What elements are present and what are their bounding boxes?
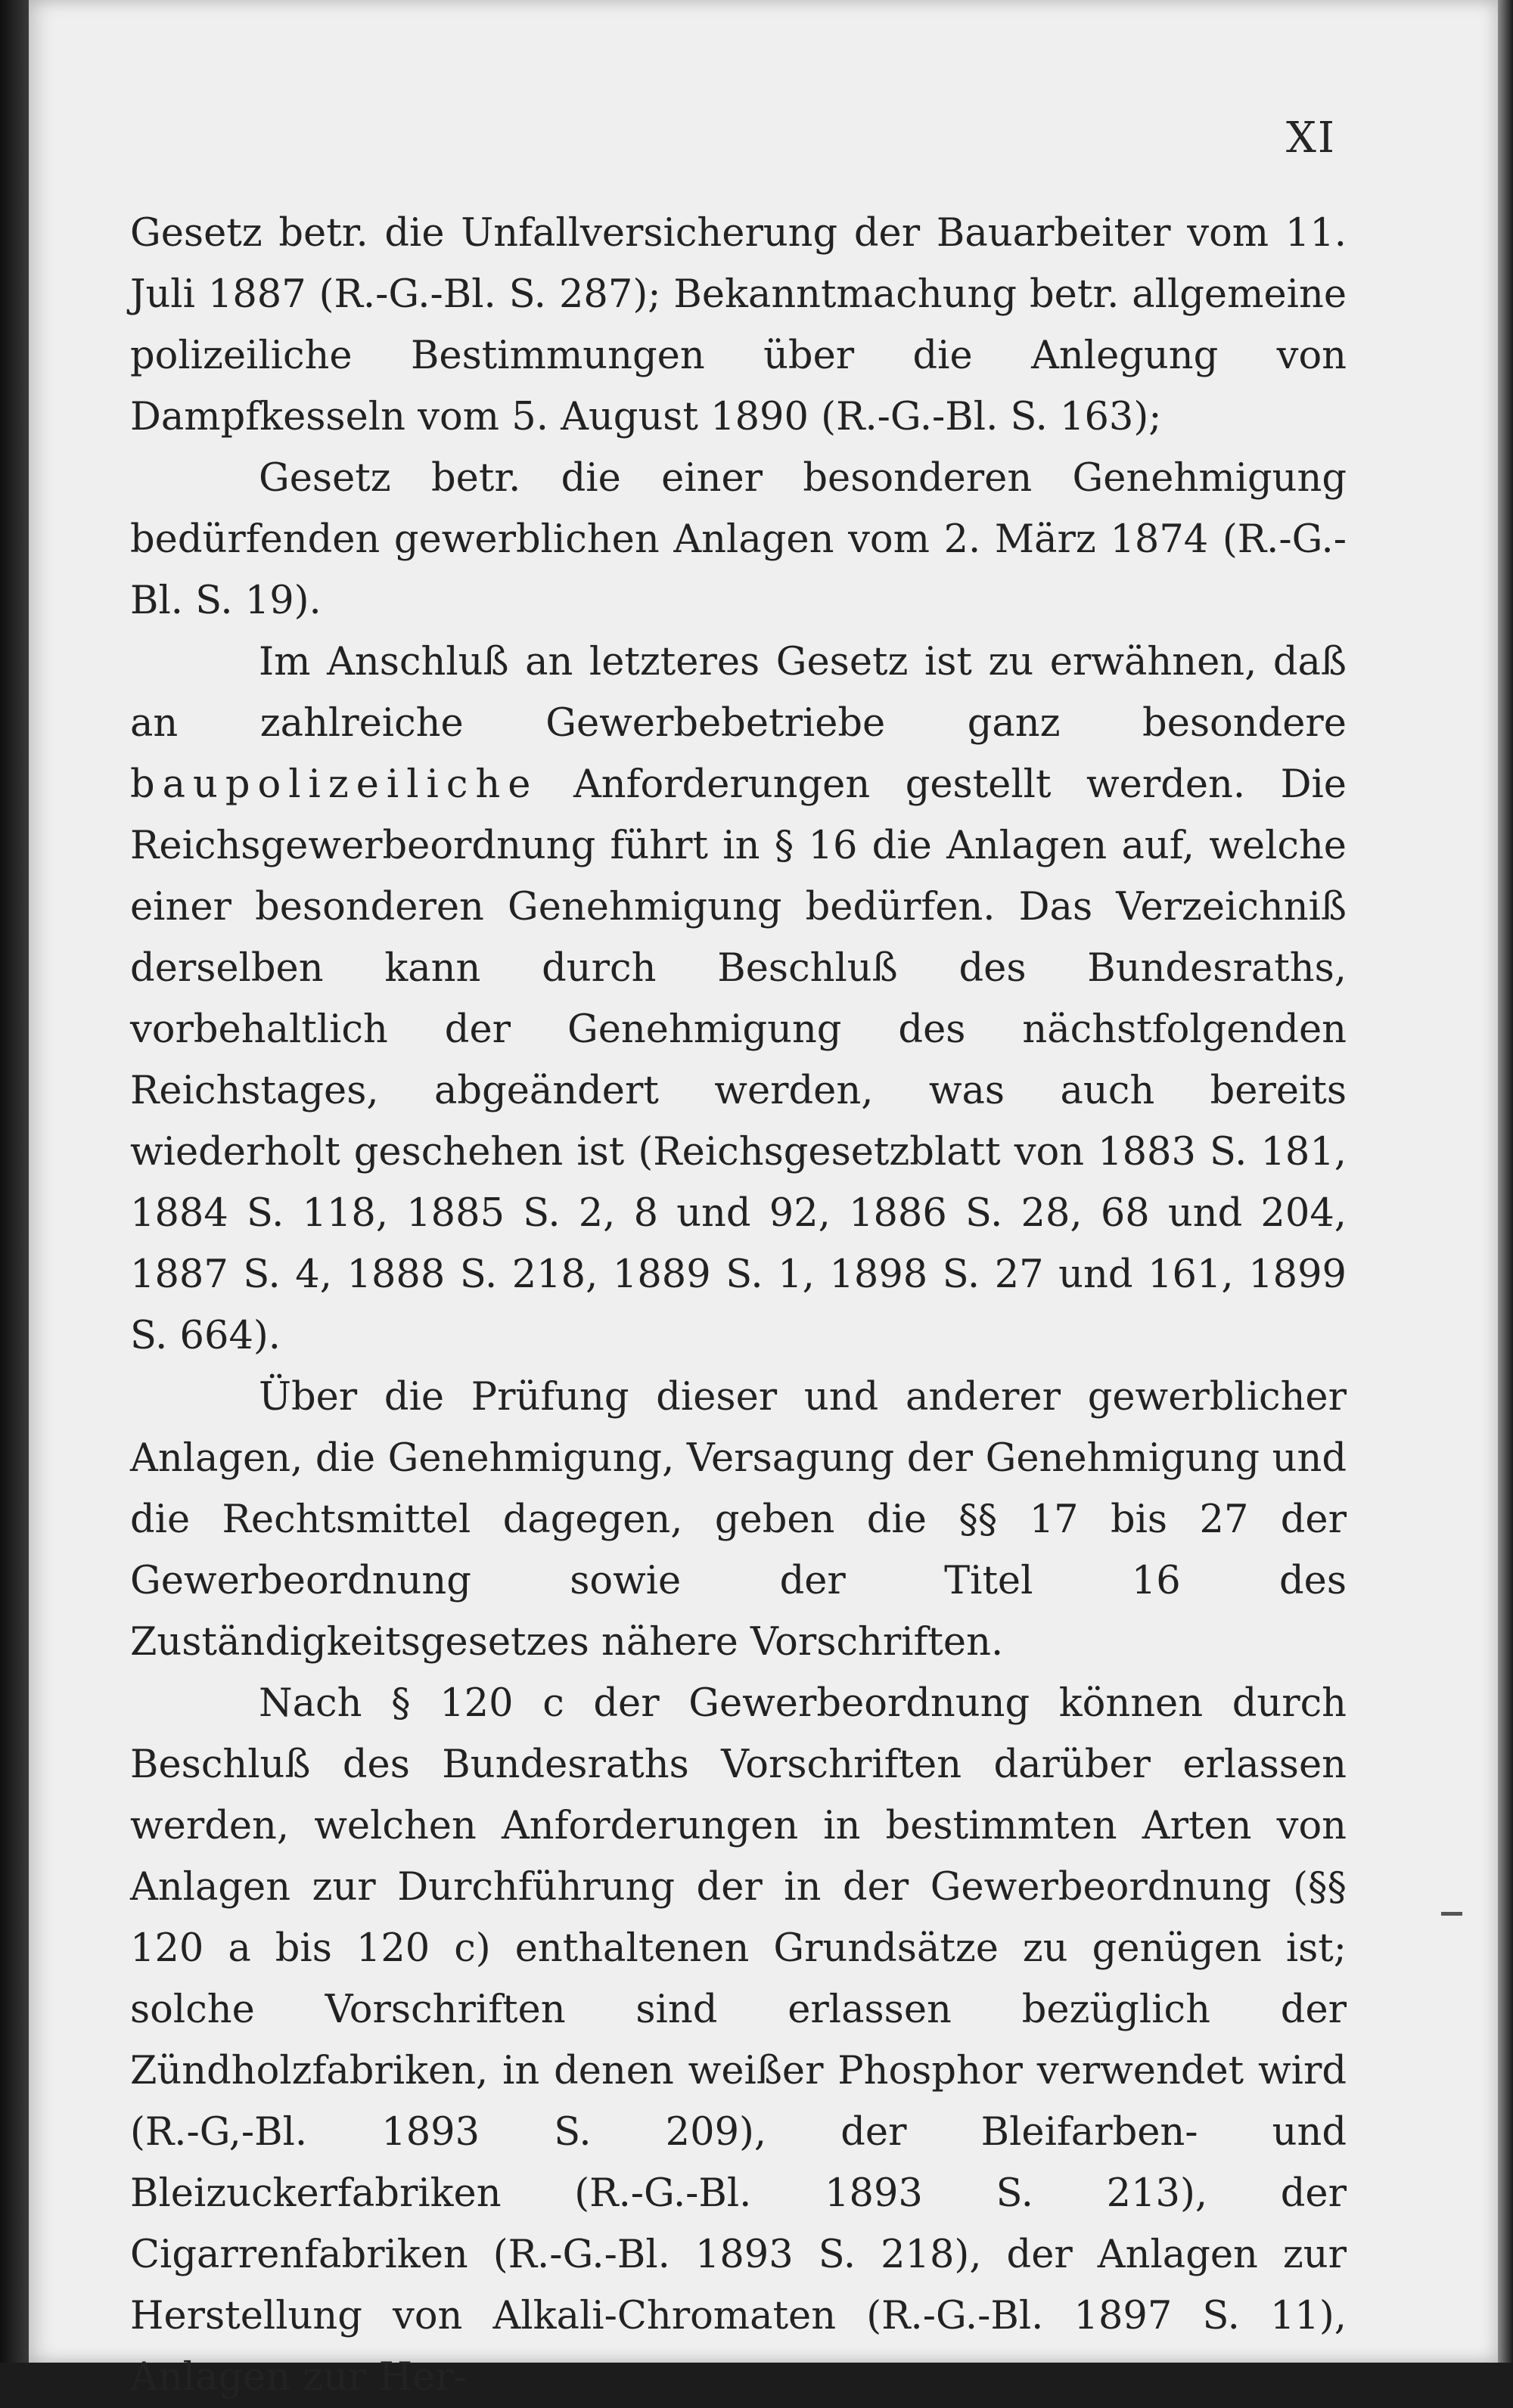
page-edge-shadow — [1498, 0, 1513, 2363]
paragraph-pruefung: Über die Prüfung dieser und anderer gewerblicher Anlagen, die Genehmigung, Versagung der Genehmigung und die Rechtsmittel dagegen, geben die §§ 17 bis 27 der Gewerbeordnung sowie der Titel 16 des Zuständigkeitsgesetzes nähere Vorschriften. — [130, 1375, 1347, 1665]
body-text — [130, 203, 1347, 2408]
paragraph-anschluss-part-1: Im Anschluß an letzteres Gesetz ist zu erwähnen, daß an zahlreiche Gewerbebetriebe ganz besondere — [130, 640, 1347, 746]
paragraph-paragraph-120c: Nach § 120 c der Gewerbeordnung können durch Beschluß des Bundesraths Vorschriften darüber erlassen werden, welchen Anforderungen in bestimmten Arten von Anlagen zur Durchführung der in der Gewerbeordnung (§§ 120 a bis 120 c) enthaltenen Grundsätze zu genügen ist; solche Vorschriften sind erlassen bezüglich der Zündholzfabriken, in denen weißer Phosphor verwendet wird (R.-G,-Bl. 1893 S. 209), der Bleifarben- und Bleizuckerfabriken (R.-G.-Bl. 1893 S. 213), der Cigarrenfabriken (R.-G.-Bl. 1893 S. 218), der Anlagen zur Herstellung von Alkali-Chromaten (R.-G.-Bl. 1897 S. 11), Anlagen zur Her- — [130, 1681, 1347, 2400]
emphasis-baupolizeiliche: baupolizeiliche — [130, 762, 539, 807]
book-gutter-shadow — [0, 0, 29, 2363]
page-number: XI — [1286, 113, 1336, 163]
paragraph-genehmigung-gesetz: Gesetz betr. die einer besonderen Genehmigung bedürfenden gewerblichen Anlagen vom 2. März 1874 (R.-G.-Bl. S. 19). — [130, 456, 1347, 623]
paragraph-anschluss-part-2: Anforderungen gestellt werden. Die Reichsgewerbeordnung führt in § 16 die Anlagen auf, welche einer besonderen Genehmigung bedürfen. Das Verzeichniß derselben kann durch Beschluß des Bundesraths, vorbehaltlich der Genehmigung des nächstfolgenden Reichstages, abgeändert werden, was auch bereits wiederholt geschehen ist (Reichsgesetzblatt von 1883 S. 181, 1884 S. 118, 1885 S. 2, 8 und 92, 1886 S. 28, 68 und 204, 1887 S. 4, 1888 S. 218, 1889 S. 1, 1898 S. 27 und 161, 1899 S. 664). — [130, 762, 1347, 1358]
margin-mark — [1441, 1912, 1462, 1916]
paragraph-unfallversicherung: Gesetz betr. die Unfallversicherung der Bauarbeiter vom 11. Juli 1887 (R.-G.-Bl. S. 287); Bekanntmachung betr. allgemeine polizeiliche Bestimmungen über die Anlegung von Dampfkesseln vom 5. August 1890 (R.-G.-Bl. S. 163); — [130, 211, 1347, 439]
paragraph-anschluss — [130, 631, 1347, 1367]
